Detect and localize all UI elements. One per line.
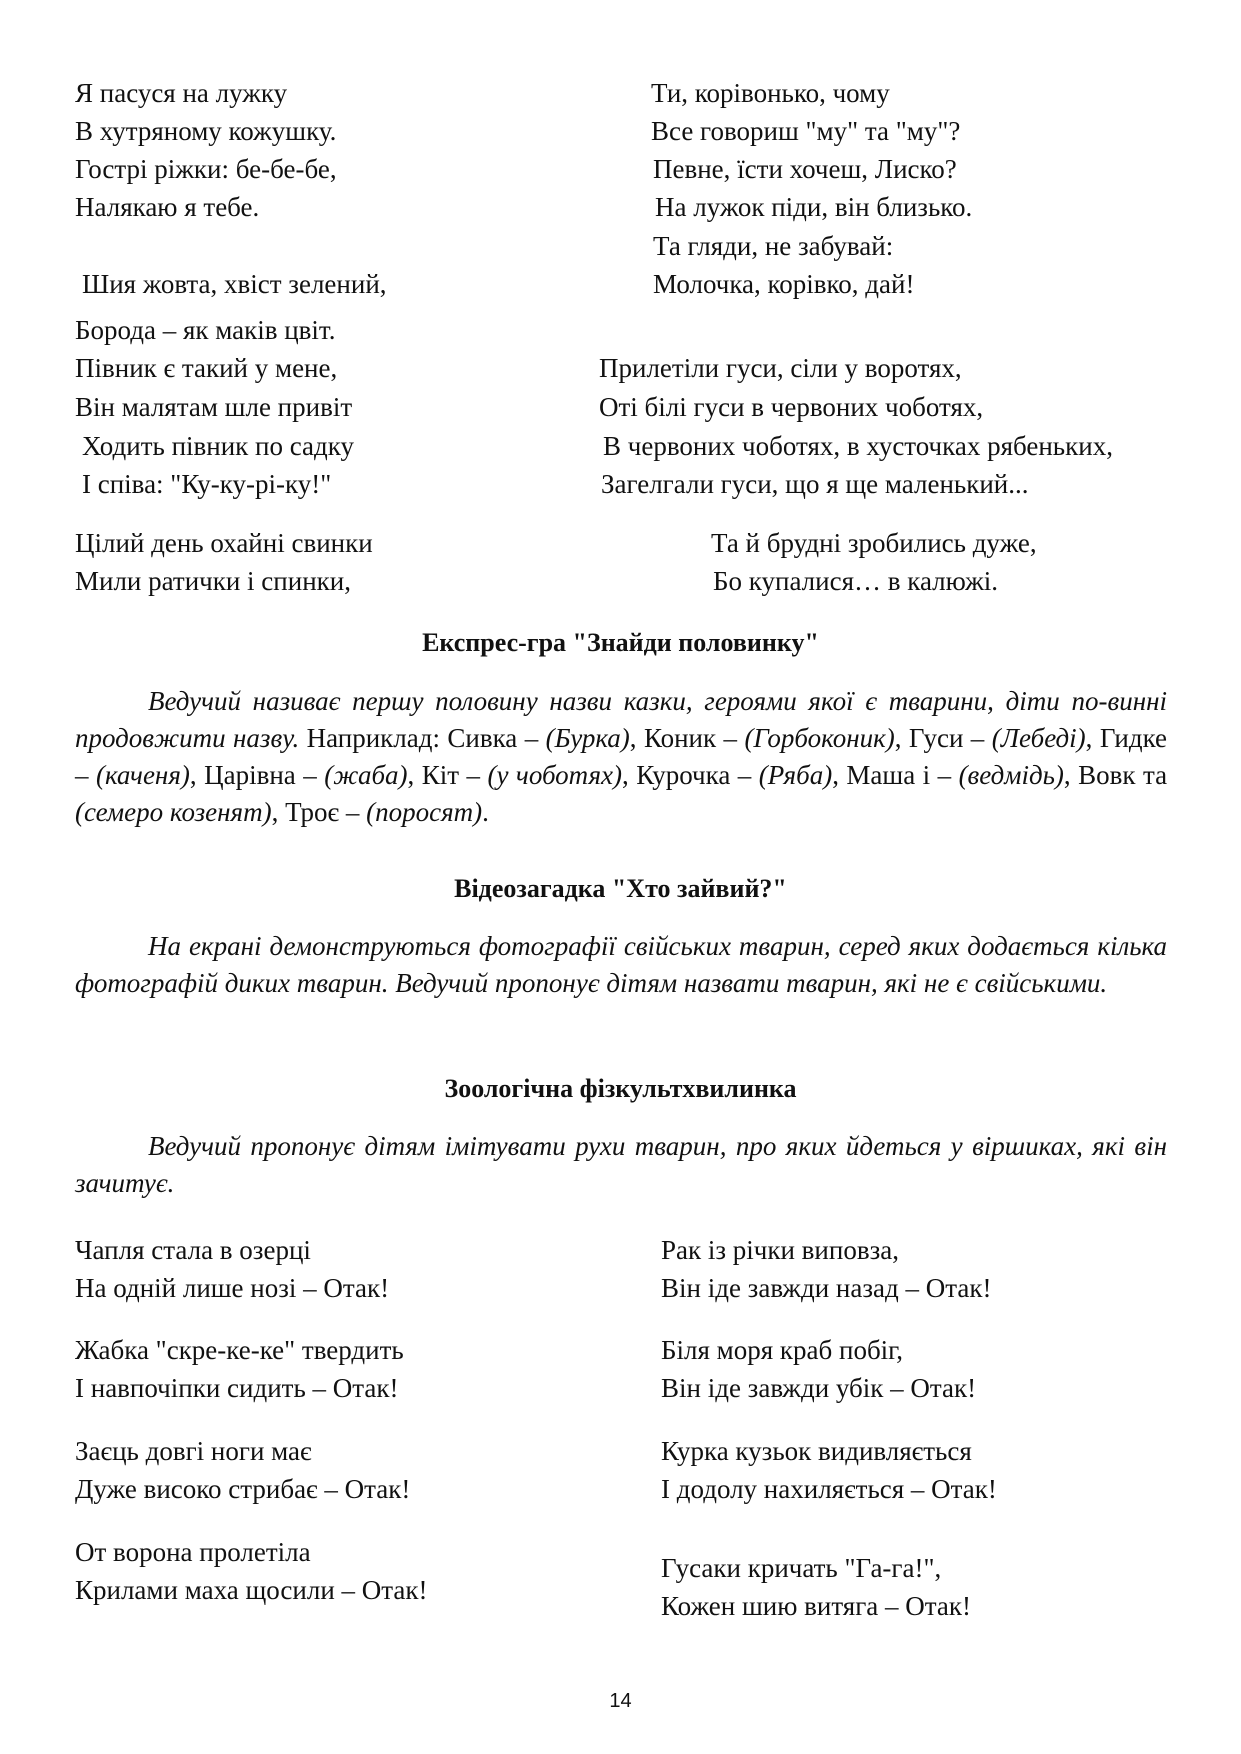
- section-heading: Експрес-гра "Знайди половинку": [422, 628, 819, 657]
- pair-end: (у чоботях): [487, 760, 623, 790]
- verse-line: І додолу нахиляється – Отак!: [661, 1474, 997, 1504]
- verse-line: Ти, корівонько, чому: [651, 78, 890, 108]
- verse-line: Курка кузьок видивляється: [661, 1436, 972, 1466]
- verse-line: На лужок піди, він близько.: [655, 192, 973, 222]
- verse-line: Жабка "скре-ке-ке" твердить: [75, 1335, 404, 1365]
- verse-line: Налякаю я тебе.: [75, 192, 260, 222]
- verse-line: Він іде завжди назад – Отак!: [661, 1273, 992, 1303]
- paragraph-italic-text: Ведучий пропонує дітям імітувати рухи тварин, про яких йдеться у віршиках, які він зачитує.: [75, 1131, 1167, 1198]
- pair-start: Царівна –: [204, 760, 317, 790]
- verse-line: От ворона пролетіла: [75, 1537, 311, 1567]
- verse-line: Оті білі гуси в червоних чоботях,: [599, 392, 984, 422]
- section-paragraph: Ведучий називає першу половину назви казки, героями якої є тварини, діти по-винні продовжити назву. Наприклад: Сивка – (Бурка), Коник – (Горбоконик), Гуси – (Лебеді), Гидке – (каченя), Царівна – (жаба), Кіт – (у чоботях), Курочка – (Ряба), Маша і – (ведмідь), Вовк та (семеро козенят), Троє – (поросят).: [75, 686, 1168, 827]
- verse-line: В хутряному кожушку.: [75, 116, 337, 146]
- verse-line: Він іде завжди убік – Отак!: [661, 1373, 977, 1403]
- verse-line: Рак із річки виповза,: [661, 1235, 899, 1265]
- pair-end: (Бурка): [545, 723, 630, 753]
- pair-end: (семеро козенят): [75, 797, 272, 827]
- verse-line: І навпочіпки сидить – Отак!: [75, 1373, 399, 1403]
- pair-start: Гидке –: [75, 723, 1168, 790]
- pair-end: (Ряба): [758, 760, 833, 790]
- verse-line: Біля моря краб побіг,: [661, 1335, 903, 1365]
- verse-line: Все говориш "му" та "му"?: [651, 116, 961, 146]
- verse-line: Кожен шию витяга – Отак!: [661, 1591, 971, 1621]
- verse-line: Певне, їсти хочеш, Лиско?: [653, 154, 957, 184]
- pair-start: Гуси –: [908, 723, 985, 753]
- verse-line: Загелгали гуси, що я ще маленький...: [601, 469, 1029, 499]
- section-heading: Відеозагадка "Хто зайвий?": [454, 874, 787, 903]
- section-paragraph: [75, 1128, 1167, 1202]
- pair-end: (жаба): [324, 760, 408, 790]
- verse-line: Цілий день охайні свинки: [75, 528, 373, 558]
- verse-line: Та гляди, не забувай:: [653, 231, 894, 261]
- pair-start: Кіт –: [421, 760, 481, 790]
- verse-line: Дуже високо стрибає – Отак!: [75, 1474, 411, 1504]
- pair-end: (Лебеді): [991, 723, 1086, 753]
- verse-line: Та й брудні зробились дуже,: [711, 528, 1037, 558]
- paragraph-italic-text: На екрані демонструються фотографії свійських тварин, серед яких додається кілька фотографій диких тварин. Ведучий пропонує дітям назвати тварин, які не є свійськими.: [75, 931, 1167, 998]
- pair-start: Троє –: [285, 797, 360, 827]
- pair-end: (поросят): [366, 797, 483, 827]
- verse-line: Бо купалися… в калюжі.: [713, 566, 999, 596]
- verse-line: Борода – як маків цвіт.: [75, 315, 336, 345]
- section-heading: Зоологічна фізкультхвилинка: [444, 1074, 797, 1103]
- pair-end: (ведмідь): [958, 760, 1064, 790]
- pair-end: (каченя): [95, 760, 190, 790]
- verse-line: Півник є такий у мене,: [75, 353, 338, 383]
- pair-start: Курочка –: [636, 760, 752, 790]
- section-paragraph: [75, 928, 1167, 1002]
- pair-start: Коник –: [643, 723, 738, 753]
- verse-line: В червоних чоботях, в хусточках рябеньких,: [603, 431, 1113, 461]
- verse-line: Я пасуся на лужку: [75, 78, 288, 108]
- verse-line: Заєць довгі ноги має: [75, 1436, 312, 1466]
- verse-line: І співа: "Ку-ку-рі-ку!": [82, 469, 332, 499]
- page-number: 14: [609, 1690, 632, 1712]
- verse-line: Ходить півник по садку: [82, 431, 355, 461]
- pair-start: Вовк та: [1078, 760, 1168, 790]
- verse-line: Гострі ріжки: бе-бе-бе,: [75, 154, 337, 184]
- verse-line: Шия жовта, хвіст зелений,: [82, 269, 387, 299]
- pair-end: (Горбоконик): [744, 723, 895, 753]
- verse-line: Прилетіли гуси, сіли у воротях,: [599, 353, 962, 383]
- verse-line: Мили ратички і спинки,: [75, 566, 351, 596]
- verse-line: Він малятам шле привіт: [75, 392, 353, 422]
- verse-line: Гусаки кричать "Га-га!",: [661, 1553, 942, 1583]
- verse-line: Чапля стала в озерці: [75, 1235, 311, 1265]
- example-label: Наприклад:: [306, 723, 440, 753]
- pair-start: Сивка –: [447, 723, 539, 753]
- verse-line: На одній лише нозі – Отак!: [75, 1273, 390, 1303]
- verse-line: Молочка, корівко, дай!: [653, 269, 915, 299]
- verse-line: Крилами маха щосили – Отак!: [75, 1575, 428, 1605]
- pair-start: Маша і –: [846, 760, 952, 790]
- paragraph-italic-text: Ведучий називає першу половину назви казки, героями якої є тварини, діти по-винні продовжити назву.: [75, 686, 1167, 753]
